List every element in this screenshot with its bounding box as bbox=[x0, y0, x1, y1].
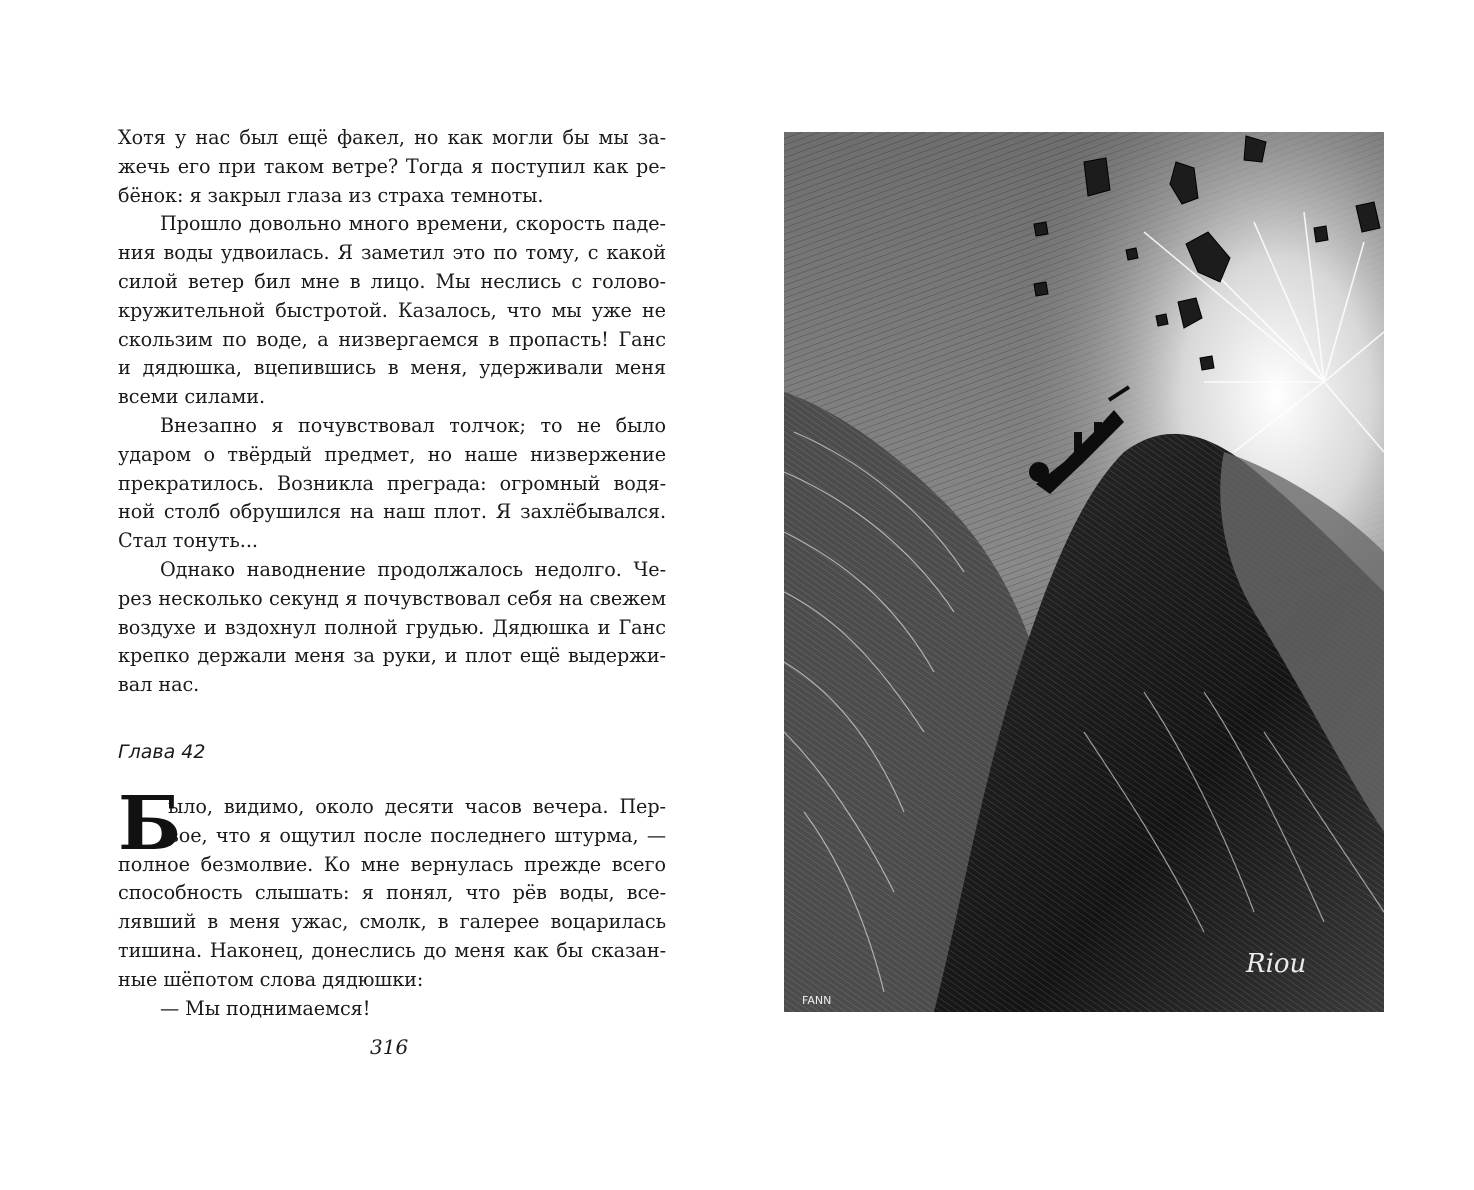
text-line: полное безмолвие. Ко мне вернулась прежде всего bbox=[118, 852, 666, 876]
text-line: ния воды удвоилась. Я заметил это по тому, с какой bbox=[118, 241, 666, 265]
engraving-illustration bbox=[784, 132, 1384, 1012]
text-line: рез несколько секунд я почувствовал себя на свежем bbox=[118, 586, 666, 610]
text-line: Прошло довольно много времени, скорость паде- bbox=[160, 212, 666, 236]
text-line: тишина. Наконец, донеслись до меня как бы сказан- bbox=[118, 938, 666, 962]
text-line: Внезапно я почувствовал толчок; то не было bbox=[160, 413, 666, 437]
text-line: жечь его при таком ветре? Тогда я поступил как ре- bbox=[118, 154, 666, 178]
text-line: скользим по воде, а низвергаемся в пропасть! Ганс bbox=[118, 327, 666, 351]
text-line: ыло, видимо, около десяти часов вечера. Пер- bbox=[168, 795, 666, 818]
body-text bbox=[118, 124, 666, 700]
text-line: воздухе и вздохнул полной грудью. Дядюшка и Ганс bbox=[118, 615, 666, 639]
text-line: Однако наводнение продолжалось недолго. Че- bbox=[160, 557, 666, 581]
text-line: всеми силами. bbox=[118, 385, 266, 409]
text-line: прекратилось. Возникла преграда: огромный водя- bbox=[118, 471, 666, 495]
dialogue-line: — Мы поднимаемся! bbox=[160, 996, 371, 1020]
text-line: Стал тонуть... bbox=[118, 529, 258, 553]
storm-wave-engraving bbox=[784, 132, 1384, 1012]
text-line: силой ветер бил мне в лицо. Мы неслись с голово- bbox=[118, 269, 666, 293]
text-line: вое, что я ощутил после последнего штурма, — bbox=[168, 823, 666, 847]
text-line: ной столб обрушился на наш плот. Я захлёбывался. bbox=[118, 500, 666, 524]
page-number: 316 bbox=[370, 1035, 409, 1059]
text-line: лявший в меня ужас, смолк, в галерее воцарилась bbox=[118, 910, 666, 934]
text-line: кружительной быстротой. Казалось, что мы уже не bbox=[118, 298, 666, 322]
text-line: бёнок: я закрыл глаза из страха темноты. bbox=[118, 183, 544, 207]
text-line: способность слышать: я понял, что рёв воды, все- bbox=[118, 881, 666, 905]
chapter-title: Глава 42 bbox=[118, 741, 206, 763]
text-line: вал нас. bbox=[118, 673, 200, 697]
drop-cap: Б bbox=[118, 781, 182, 867]
text-line: Хотя у нас был ещё факел, но как могли бы мы за- bbox=[118, 126, 666, 149]
text-line: крепко держали меня за руки, и плот ещё выдержи- bbox=[118, 644, 666, 668]
text-line: ударом о твёрдый предмет, но наше низвержение bbox=[118, 442, 666, 466]
text-line: ные шёпотом слова дядюшки: bbox=[118, 967, 424, 991]
artist-signature: Riou bbox=[1246, 949, 1307, 979]
chapter-opening bbox=[118, 781, 666, 1023]
engraver-signature: FANN bbox=[802, 994, 832, 1007]
text-line: и дядюшка, вцепившись в меня, удерживали меня bbox=[118, 356, 666, 380]
